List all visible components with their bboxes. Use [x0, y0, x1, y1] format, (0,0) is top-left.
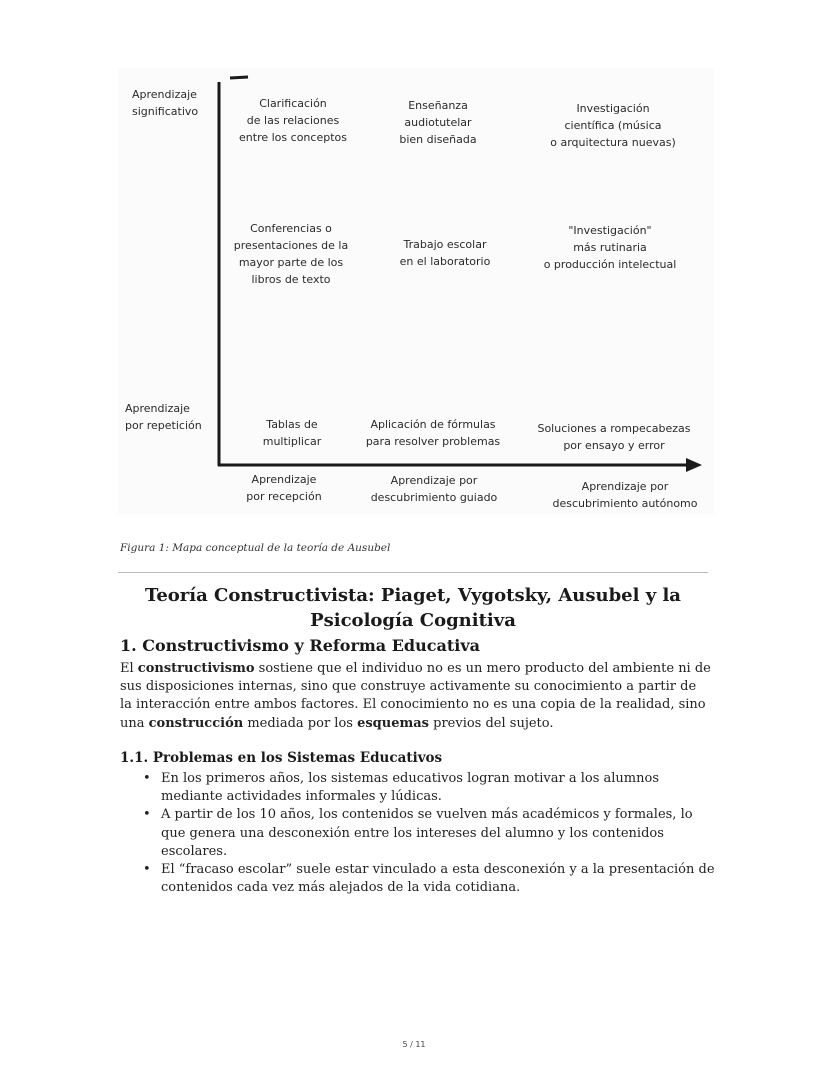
list-item	[141, 861, 716, 897]
x-axis-label-guided: Aprendizaje por descubrimiento guiado	[370, 474, 498, 504]
ausubel-figure	[118, 68, 714, 514]
para-bold-term: construcción	[148, 715, 244, 731]
page-title: Teoría Constructivista: Piaget, Vygotsky, Ausubel y la Psicología Cognitiva	[145, 585, 681, 631]
cell-bottom-autonomous: Soluciones a rompecabezas por ensayo y error	[537, 422, 691, 452]
figure-caption: Figura 1: Mapa conceptual de la teoría de Ausubel	[120, 542, 391, 554]
cell-bottom-reception: Tablas de multiplicar	[262, 418, 322, 448]
y-axis-top-label: Aprendizaje significativo	[132, 88, 199, 118]
section-divider	[118, 572, 708, 573]
section-heading: 1. Constructivismo y Reforma Educativa	[120, 636, 480, 655]
list-item	[141, 806, 716, 861]
cell-top-reception: Clarificación de las relaciones entre los conceptos	[239, 97, 347, 144]
para-bold-term: esquemas	[357, 715, 429, 731]
intro-paragraph	[120, 660, 712, 733]
bullet-icon: •	[143, 807, 151, 823]
cell-middle-reception: Conferencias o presentaciones de la mayor parte de los libros de texto	[233, 222, 349, 286]
list-item-text: En los primeros años, los sistemas educativos logran motivar a los alumnos mediante actividades informales y lúdicas.	[161, 771, 659, 805]
y-axis-tick	[230, 77, 248, 78]
y-axis-bottom-label: Aprendizaje por repetición	[125, 402, 202, 432]
bullet-icon: •	[143, 771, 151, 786]
bullet-list	[141, 770, 716, 897]
list-item-text: A partir de los 10 años, los contenidos se vuelven más académicos y formales, lo que genera una desconexión entre los intereses del alumno y los contenidos escolares.	[161, 807, 693, 859]
para-text: sostiene que el individuo no es un mero producto del ambiente ni de sus disposiciones internas, sino que construye activamente su conocimiento a partir de la interacción entre ambos factores. El conocimiento no es una copia de la realidad, sino una	[120, 661, 711, 731]
para-text: previos del sujeto.	[428, 715, 554, 731]
subsection-heading: 1.1. Problemas en los Sistemas Educativos	[120, 750, 443, 766]
cell-middle-guided: Trabajo escolar en el laboratorio	[399, 238, 491, 268]
cell-top-guided: Enseñanza audiotutelar bien diseñada	[399, 99, 477, 146]
list-item	[141, 770, 716, 806]
cell-middle-autonomous: "Investigación" más rutinaria o producción intelectual	[543, 224, 677, 271]
page-number: 5 / 11	[402, 1040, 426, 1049]
para-text: mediada por los	[243, 715, 358, 731]
x-axis-label-reception: Aprendizaje por recepción	[246, 473, 322, 503]
para-text: El	[120, 661, 138, 676]
x-axis-label-autonomous: Aprendizaje por descubrimiento autónomo	[552, 480, 698, 510]
bullet-icon: •	[143, 862, 151, 878]
list-item-text: El “fracaso escolar” suele estar vinculado a esta desconexión y a la presentación de contenidos cada vez más alejados de la vida cotidiana.	[161, 862, 715, 896]
x-axis-arrowhead	[686, 458, 702, 472]
cell-bottom-guided: Aplicación de fórmulas para resolver problemas	[365, 418, 501, 448]
cell-top-autonomous: Investigación científica (música o arquitectura nuevas)	[550, 102, 676, 149]
para-bold-term: constructivismo	[137, 661, 255, 676]
